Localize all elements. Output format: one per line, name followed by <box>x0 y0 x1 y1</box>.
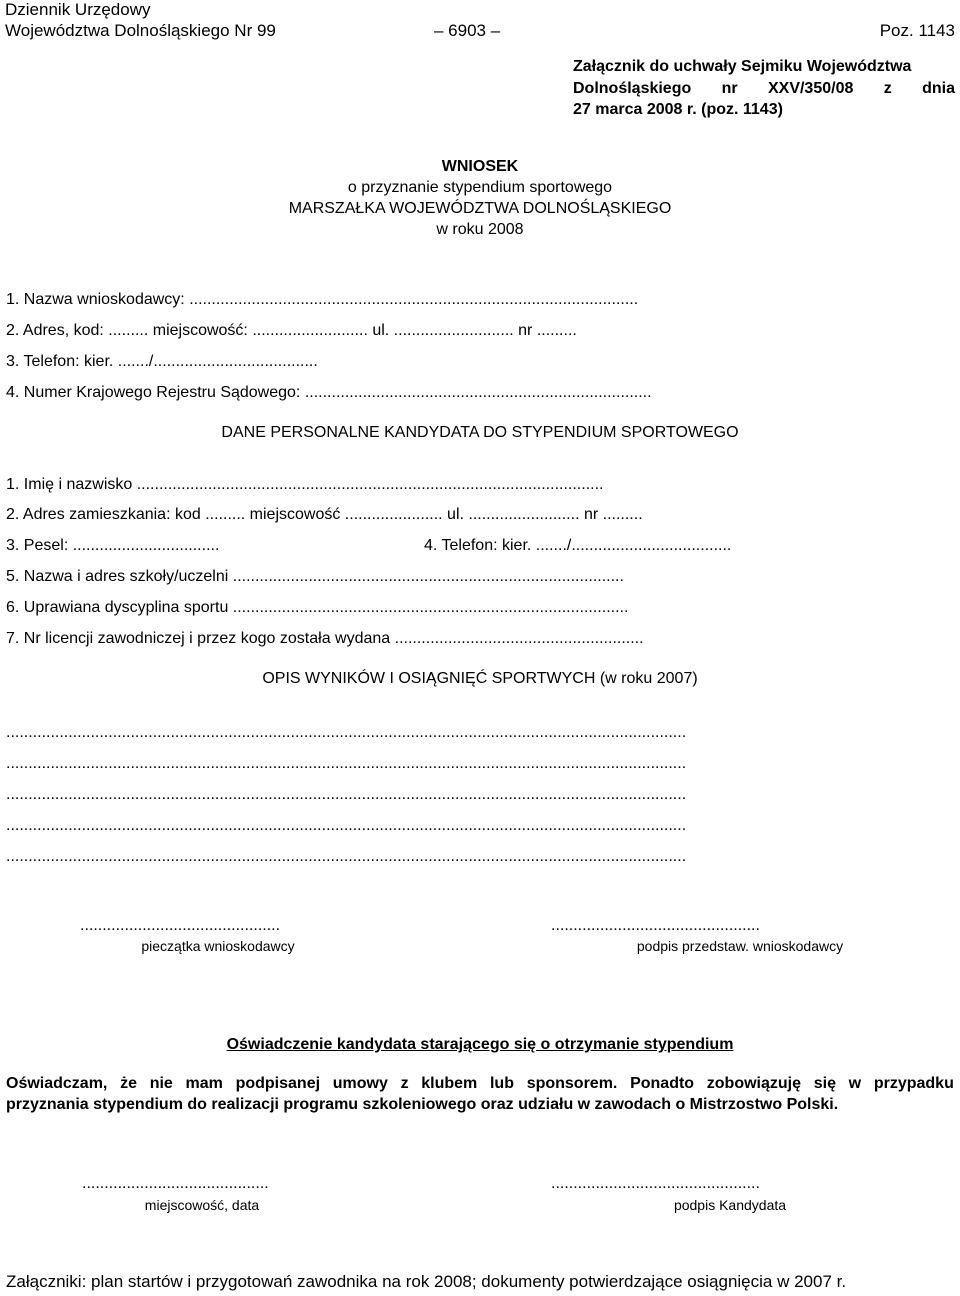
declaration-word: zobowiązuję <box>706 1075 802 1092</box>
results-heading: OPIS WYNIKÓW I OSIĄGNIĘĆ SPORTWYCH (w roku 2007) <box>262 670 698 687</box>
candidate-signature-line: ............................................... <box>551 1175 760 1192</box>
results-line: ......................................................................................................................................................... <box>6 848 687 865</box>
place-date-label: miejscowość, data <box>144 1197 260 1213</box>
candidate-discipline-field: 6. Uprawiana dyscyplina sportu ......................................................................................... <box>6 599 629 616</box>
candidate-pesel-field: 3. Pesel: ................................. <box>6 537 220 554</box>
attachment-note-word: nr <box>721 80 738 97</box>
declaration-word: się <box>813 1075 836 1092</box>
journal-issue: Województwa Dolnośląskiego Nr 99 <box>5 21 276 40</box>
stamp-dotted-line: ............................................. <box>80 917 281 934</box>
page-number: – 6903 – <box>434 21 501 40</box>
attachment-note-word: z <box>883 80 892 97</box>
declaration-line2: przyznania stypendium do realizacji programu szkoleniowego oraz udziału w zawodach o Mistrzostwo Polski. <box>6 1096 839 1113</box>
declaration-word: podpisanej <box>235 1075 321 1092</box>
declaration-word: umowy <box>332 1075 388 1092</box>
declaration-word: że <box>120 1075 137 1092</box>
form-subtitle: o przyznanie stypendium sportowego <box>347 179 613 196</box>
candidate-signature-label: podpis Kandydata <box>673 1197 787 1213</box>
attachment-note-line3: 27 marca 2008 r. (poz. 1143) <box>573 101 783 118</box>
candidate-license-field: 7. Nr licencji zawodniczej i przez kogo została wydana ........................................................ <box>6 630 644 647</box>
declaration-word: sponsorem. <box>526 1075 618 1092</box>
candidate-phone-field: 4. Telefon: kier. ......./.................................... <box>424 537 732 554</box>
declaration-word: mam <box>185 1075 223 1092</box>
declaration-word: klubem <box>421 1075 478 1092</box>
candidate-name-field: 1. Imię i nazwisko ......................................................................................................... <box>6 476 604 493</box>
declaration-word: Oświadczam, <box>6 1075 108 1092</box>
place-date-dotted-line: .......................................... <box>82 1175 269 1192</box>
declaration-word: Ponadto <box>630 1075 695 1092</box>
journal-name: Dziennik Urzędowy <box>5 0 151 19</box>
candidate-school-field: 5. Nazwa i adres szkoły/uczelni ........................................................................................ <box>6 568 624 585</box>
representative-signature-line: ............................................... <box>551 917 760 934</box>
candidate-address-field: 2. Adres zamieszkania: kod ......... miejscowość ...................... ul. ......................... nr ......... <box>6 506 643 523</box>
attachment-note-word: Dolnośląskiego <box>573 80 692 97</box>
applicant-phone-field: 3. Telefon: kier. ......./..................................... <box>6 353 318 370</box>
attachments-note: Załączniki: plan startów i przygotowań zawodnika na rok 2008; dokumenty potwierdzające osiągnięcia w 2007 r. <box>6 1272 847 1291</box>
attachment-note-line2 <box>573 80 955 98</box>
stamp-label: pieczątka wnioskodawcy <box>141 938 295 954</box>
attachment-note-word: XXV/350/08 <box>767 80 854 97</box>
declaration-word: z <box>400 1075 409 1092</box>
declaration-word: przypadku <box>873 1075 954 1092</box>
attachment-note-line1: Załącznik do uchwały Sejmiku Województwa <box>573 58 912 75</box>
form-issuer: MARSZAŁKA WOJEWÓDZTWA DOLNOŚLĄSKIEGO <box>288 200 672 217</box>
representative-signature-label: podpis przedstaw. wnioskodawcy <box>636 938 844 954</box>
position-number: Poz. 1143 <box>879 21 955 40</box>
declaration-heading: Oświadczenie kandydata starającego się o otrzymanie stypendium <box>226 1036 734 1053</box>
results-line: ......................................................................................................................................................... <box>6 786 687 803</box>
declaration-word: nie <box>149 1075 173 1092</box>
form-title: WNIOSEK <box>441 158 519 175</box>
results-line: ......................................................................................................................................................... <box>6 724 687 741</box>
applicant-address-field: 2. Adres, kod: ......... miejscowość: .......................... ul. ........................... nr ......... <box>6 322 577 339</box>
results-line: ......................................................................................................................................................... <box>6 755 687 772</box>
declaration-word: w <box>848 1075 862 1092</box>
attachment-note-word: dnia <box>922 80 955 97</box>
declaration-line1 <box>6 1075 954 1093</box>
results-line: ......................................................................................................................................................... <box>6 817 687 834</box>
declaration-word: lub <box>489 1075 514 1092</box>
form-year: w roku 2008 <box>436 221 524 238</box>
personal-data-heading: DANE PERSONALNE KANDYDATA DO STYPENDIUM SPORTOWEGO <box>221 424 739 441</box>
applicant-name-field: 1. Nazwa wnioskodawcy: ..................................................................................................... <box>6 291 639 308</box>
applicant-krs-field: 4. Numer Krajowego Rejestru Sądowego: .............................................................................. <box>6 384 652 401</box>
